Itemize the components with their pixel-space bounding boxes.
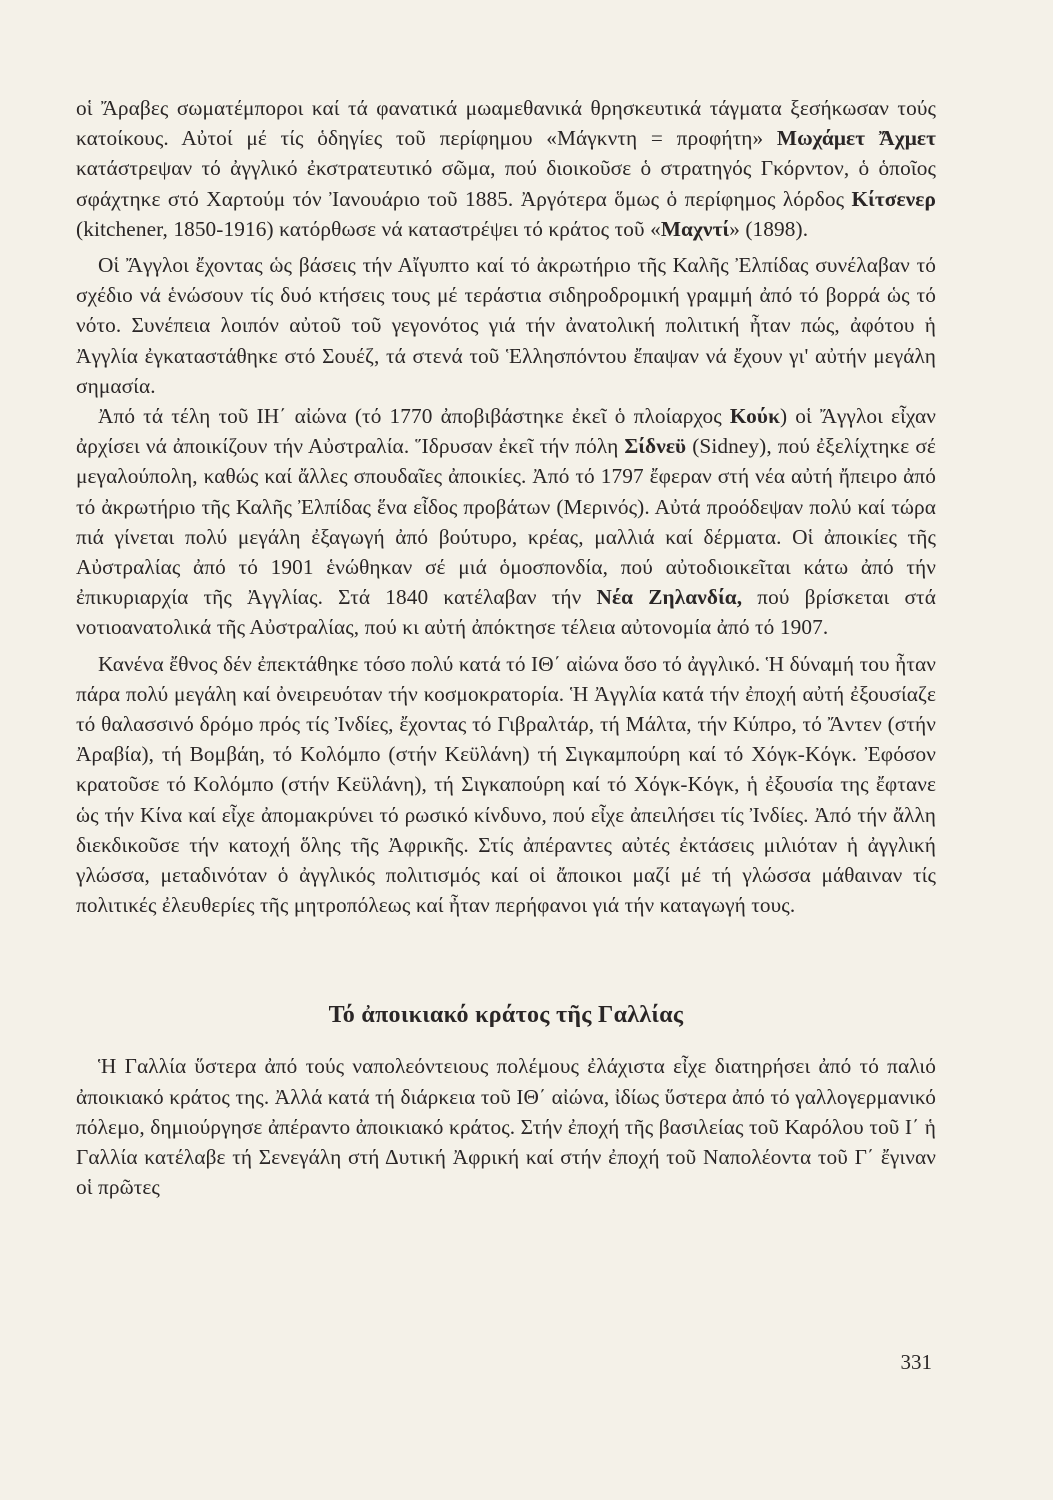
bold-name-mohammed-ahmed: Μωχάμετ Ἄχμετ	[776, 126, 937, 151]
text-run: οἱ Ἄραβες σωματέμποροι καί τά φανατικά μωαμεθανικά θρησκευτικά τάγματα ξεσήκωσαν τούς κατοίκους. Αὐτοί μέ τίς ὁδηγίες τοῦ περίφημου «Μάγκντη = προφήτη»	[76, 96, 936, 151]
bold-name-kitchener: Κίτσενερ	[851, 186, 936, 211]
paragraph-france: Ἡ Γαλλία ὕστερα ἀπό τούς ναπολεόντειους πολέμους ἐλάχιστα εἶχε διατηρήσει ἀπό τό παλιό ἀποικιακό κράτος της. Ἀλλά κατά τή διάρκεια τοῦ ΙΘ΄ αἰώνα, ἰδίως ὕστερα ἀπό τό γαλλογερμανικό πόλεμο, δημιούργησε ἀπέραντο ἀποικιακό κράτος. Στήν ἐποχή τῆς βασιλείας τοῦ Καρόλου τοῦ Ι΄ ἡ Γαλλία κατέλαβε τή Σενεγάλη στή Δυτική Ἀφρική καί στήν ἐποχή τοῦ Ναπολέοντα τοῦ Γ΄ ἔγιναν οἱ πρῶτες	[76, 1054, 936, 1200]
bold-name-new-zealand: Νέα Ζηλανδία,	[596, 585, 743, 610]
text-run: ) οἱ Ἄγγλοι εἶχαν ἀρχίσει νά ἀποικίζουν τήν Αὐστραλία. Ἵδρυσαν ἐκεῖ τήν πόλη	[76, 404, 936, 459]
page-body	[76, 93, 936, 1203]
text-run: Οἱ Ἄγγλοι ἔχοντας ὡς βάσεις τήν Αἴγυπτο καί τό ἀκρωτήριο τῆς Καλῆς Ἐλπίδας συνέλαβαν τό σχέδιο νά ἑνώσουν τίς δυό κτήσεις τους μέ τεράστια σιδηροδρομική γραμμή ἀπό τό βορρά ὡς τό νότο. Συνέπεια λοιπόν αὐτοῦ τοῦ γεγονότος γιά τήν ἀνατολική πολιτική ἦταν πώς, ἀφότου ἡ Ἀγγλία ἐγκαταστάθηκε στό Σουέζ, τά στενά τοῦ Ἑλλησπόντου ἔπαψαν νά ἔχουν γι' αὐτήν μεγάλη σημασία.	[76, 253, 936, 398]
text-run: Κανένα ἔθνος δέν ἐπεκτάθηκε τόσο πολύ κατά τό ΙΘ΄ αἰώνα ὅσο τό ἀγγλικό. Ἡ δύναμή του ἦταν πάρα πολύ μεγάλη καί ὀνειρευόταν τήν κοσμοκρατορία. Ἡ Ἀγγλία κατά τήν ἐποχή αὐτή ἐξουσίαζε τό θαλασσινό δρόμο πρός τίς Ἰνδίες, ἔχοντας τό Γιβραλτάρ, τή Μάλτα, τήν Κύπρο, τό Ἄντεν (στήν Ἀραβία), τή Βομβάη, τό Κολόμπο (στήν Κεϋλάνη) τή Σιγκαμπούρη καί τό Χόγκ-Κόγκ. Ἐφόσον κρατοῦσε τό Κολόμπο (στήν Κεϋλάνη), τή Σιγκαπούρη καί τό Χόγκ-Κόγκ, ἡ ἐξουσία της ἔφτανε ὡς τήν Κίνα καί εἶχε ἀπομακρύνει τό ρωσικό κίνδυνο, πού εἶχε ἀπειλήσει τίς Ἰνδίες. Ἀπό τήν ἄλλη διεκδικοῦσε τήν κατοχή ὅλης τῆς Ἀφρικῆς. Στίς ἀπέραντες αὐτές ἐκτάσεις μιλιόταν ἡ ἀγγλική γλώσσα, μεταδινόταν ὁ ἀγγλικός πολιτισμός καί οἱ ἄποικοι μαζί μέ τή γλώσσα μάθαιναν τίς πολιτικές ἐλευθερίες τῆς μητροπόλεως καί ἦταν περήφανοι γιά τήν καταγωγή τους.	[76, 651, 936, 918]
text-run: » (1898).	[729, 216, 809, 241]
paragraph-british-empire	[76, 649, 936, 921]
bold-name-cook: Κούκ	[729, 404, 781, 429]
paragraph-australia	[76, 401, 936, 643]
section-title: Τό ἀποικιακό κράτος τῆς Γαλλίας	[328, 1002, 684, 1029]
bold-name-mahdi: Μαχντί	[660, 216, 730, 241]
paragraph-africa-railway	[76, 250, 936, 401]
text-run: (Sidney), πού ἐξελίχτηκε σέ μεγαλούπολη, καθώς καί ἄλλες σπουδαῖες ἀποικίες. Ἀπό τό 1797 ἔφεραν στή νέα αὐτή ἤπειρο ἀπό τό ἀκρωτήριο τῆς Καλῆς Ἐλπίδας ἕνα εἶδος προβάτων (Μερινός). Αὐτά προόδεψαν πολύ καί τώρα πιά γίνεται πολύ μεγάλη ἐξαγωγή ἀπό βούτυρο, κρέας, μαλλιά καί δέρματα. Οἱ ἀποικίες τῆς Αὐστραλίας ἀπό τό 1901 ἑνώθηκαν σέ μιά ὁμοσπονδία, πού αὐτοδιοικεῖται κάτω ἀπό τήν ἐπικυριαρχία τῆς Ἀγγλίας. Στά 1840 κατέλαβαν τήν	[76, 434, 936, 610]
text-run: Ἀπό τά τέλη τοῦ ΙΗ΄ αἰώνα (τό 1770 ἀποβιβάστηκε ἐκεῖ ὁ πλοίαρχος	[98, 404, 730, 429]
text-run: (kitchener, 1850-1916) κατόρθωσε νά καταστρέψει τό κράτος τοῦ «	[76, 216, 661, 241]
page-number: 331	[900, 1350, 932, 1374]
paragraph-sudan	[76, 93, 936, 244]
bold-name-sydney: Σίδνεϋ	[624, 434, 687, 459]
text-run: πού βρίσκεται στά νοτιοανατολικά τῆς Αὐστραλίας, πού κι αὐτή ἀπόκτησε τέλεια αὐτονομία ἀπό τό 1907.	[76, 585, 936, 640]
text-run: κατάστρεψαν τό ἀγγλικό ἐκστρατευτικό σῶμα, πού διοικοῦσε ὁ στρατηγός Γκόρντον, ὁ ὁποῖος σφάχτηκε στό Χαρτούμ τόν Ἰανουάριο τοῦ 1885. Ἀργότερα ὅμως ὁ περίφημος λόρδος	[76, 156, 936, 211]
